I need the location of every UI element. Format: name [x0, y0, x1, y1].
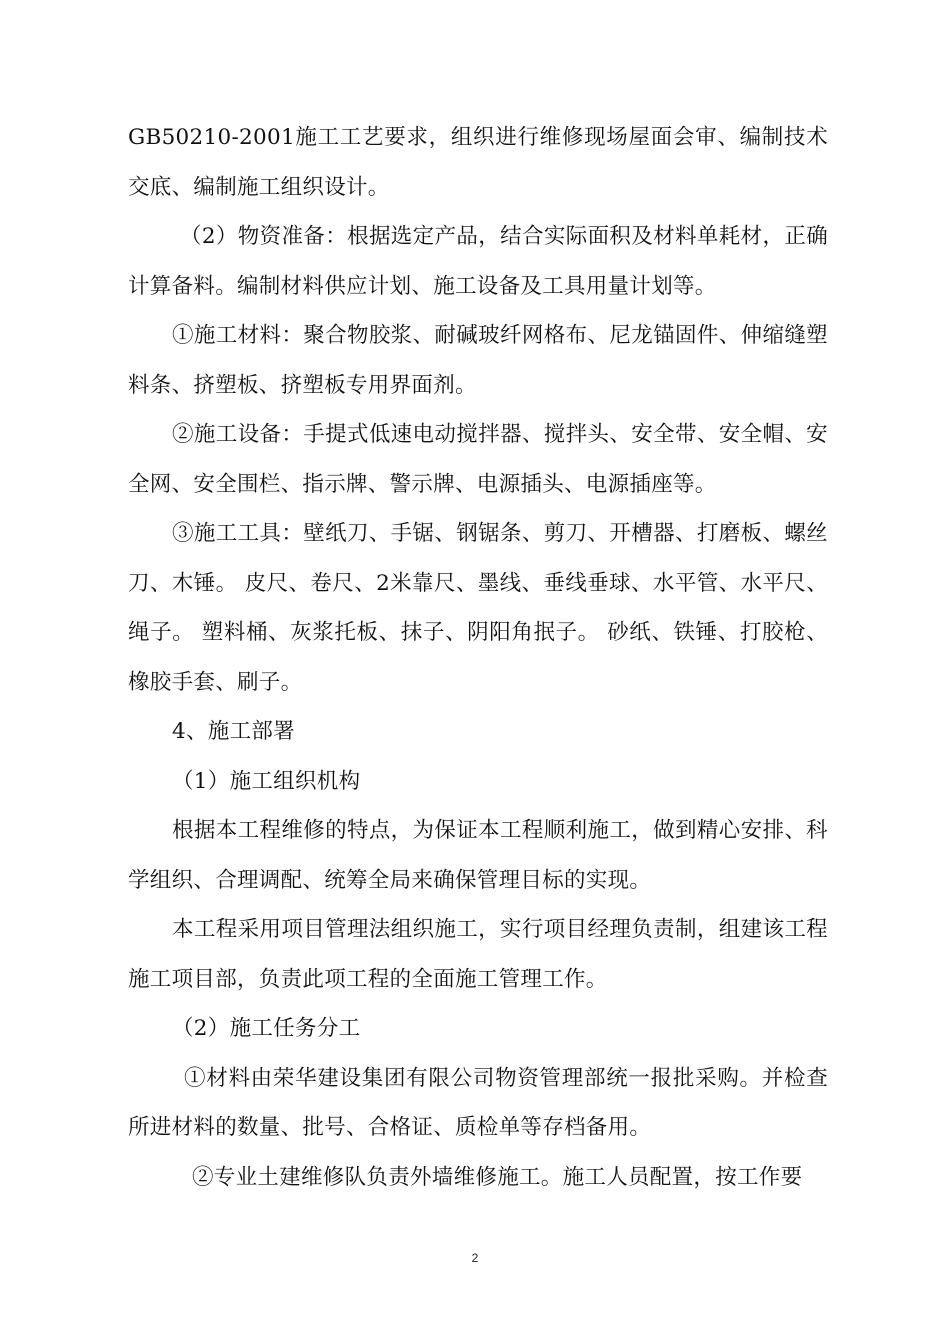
page-number: 2	[471, 1251, 479, 1265]
paragraph-organization-goals: 根据本工程维修的特点，为保证本工程顺利施工，做到精心安排、科学组织、合理调配、统筹全局来确保管理目标的实现。	[128, 818, 828, 893]
paragraph-construction-materials: ①施工材料：聚合物胶浆、耐碱玻纤网格布、尼龙锚固件、伸缩缝塑料条、挤塑板、挤塑板专用界面剂。	[128, 323, 828, 398]
subheading-task-division: （2）施工任务分工	[172, 1016, 361, 1041]
subheading-organization: （1）施工组织机构	[172, 768, 361, 794]
paragraph-project-management: 本工程采用项目管理法组织施工，实行项目经理负责制，组建该工程施工项目部，负责此项工程的全面施工管理工作。	[128, 917, 828, 992]
paragraph-construction-tools: ③施工工具：壁纸刀、手锯、钢锯条、剪刀、开槽器、打磨板、螺丝刀、木锤。 皮尺、卷尺、2米靠尺、墨线、垂线垂球、水平管、水平尺、绳子。 塑料桶、灰浆托板、抹子、阴阳角抿子。 砂纸、铁锤、打胶枪、橡胶手套、刷子。	[128, 521, 828, 695]
paragraph-construction-equipment: ②施工设备：手提式低速电动搅拌器、搅拌头、安全带、安全帽、安全网、安全围栏、指示牌、警示牌、电源插头、电源插座等。	[128, 422, 828, 497]
document-body	[128, 113, 828, 1202]
section-heading-deployment: 4、施工部署	[172, 719, 295, 744]
paragraph-standard-reference: GB50210-2001施工工艺要求，组织进行维修现场屋面会审、编制技术交底、编制施工组织设计。	[128, 125, 828, 200]
paragraph-material-procurement: ①材料由荣华建设集团有限公司物资管理部统一报批采购。并检查所进材料的数量、批号、合格证、质检单等存档备用。	[128, 1065, 828, 1140]
paragraph-maintenance-team: ②专业土建维修队负责外墙维修施工。施工人员配置，按工作要	[192, 1164, 803, 1190]
paragraph-material-preparation: （2）物资准备：根据选定产品，结合实际面积及材料单耗材，正确计算备料。编制材料供应计划、施工设备及工具用量计划等。	[128, 224, 828, 299]
